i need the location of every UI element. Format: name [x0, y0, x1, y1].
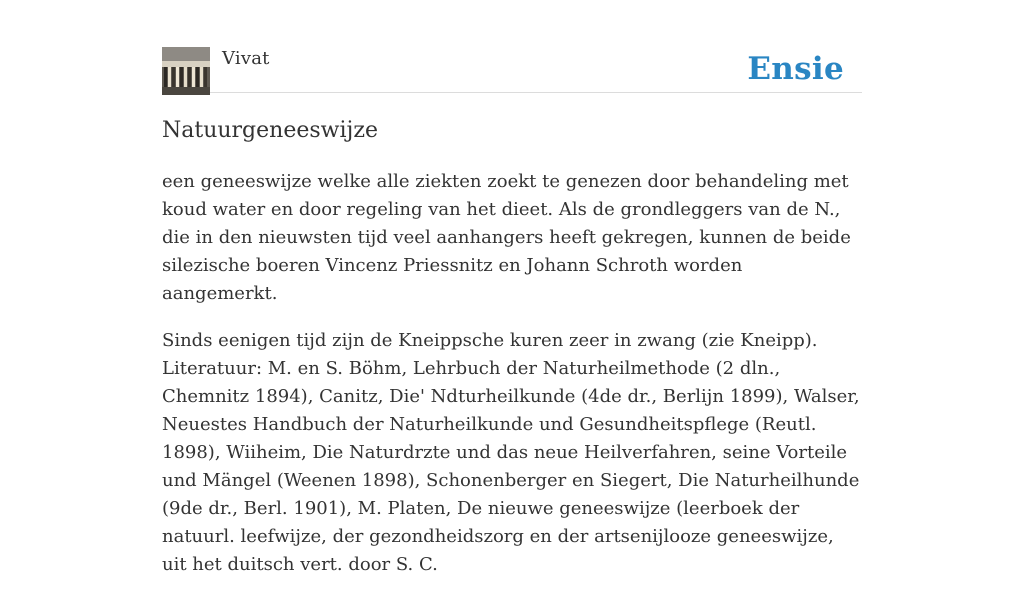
- page-title: Natuurgeneeswijze: [162, 118, 378, 143]
- article-paragraph: Sinds eenigen tijd zijn de Kneippsche kuren zeer in zwang (zie Kneipp). Literatuur: M. en S. Böhm, Lehrbuch der Naturheilmethode (2 dln., Chemnitz 1894), Canitz, Die' Ndturheilkunde (4de dr., Berlijn 1899), Walser, Neuestes Handbuch der Naturheilkunde und Gesundheitspflege (Reutl. 1898), Wiiheim, Die Naturdrzte und das neue Heilverfahren, seine Vorteile und Mängel (Weenen 1898), Schonenberger en Siegert, Die Naturheilhunde (9de dr., Berl. 1901), M. Platen, De nieuwe geneeswijze (leerboek der natuurl. leefwijze, der gezondheidszorg en der artsenijlooze geneeswijze, uit het duitsch vert. door S. C.: [162, 330, 860, 575]
- article-paragraph: een geneeswijze welke alle ziekten zoekt te genezen door behandeling met koud water en door regeling van het dieet. Als de grondleggers van de N., die in den nieuwsten tijd veel aanhangers heeft gekregen, kunnen de beide silezische boeren Vincenz Priessnitz en Johann Schroth worden aangemerkt.: [162, 171, 851, 304]
- brand-logo[interactable]: Ensie: [747, 51, 844, 87]
- author-avatar[interactable]: [162, 47, 210, 95]
- page: [162, 0, 862, 575]
- book-spines-icon: [162, 47, 210, 95]
- article-body: [162, 168, 862, 598]
- author-name[interactable]: Vivat: [222, 48, 270, 69]
- header: [162, 46, 862, 93]
